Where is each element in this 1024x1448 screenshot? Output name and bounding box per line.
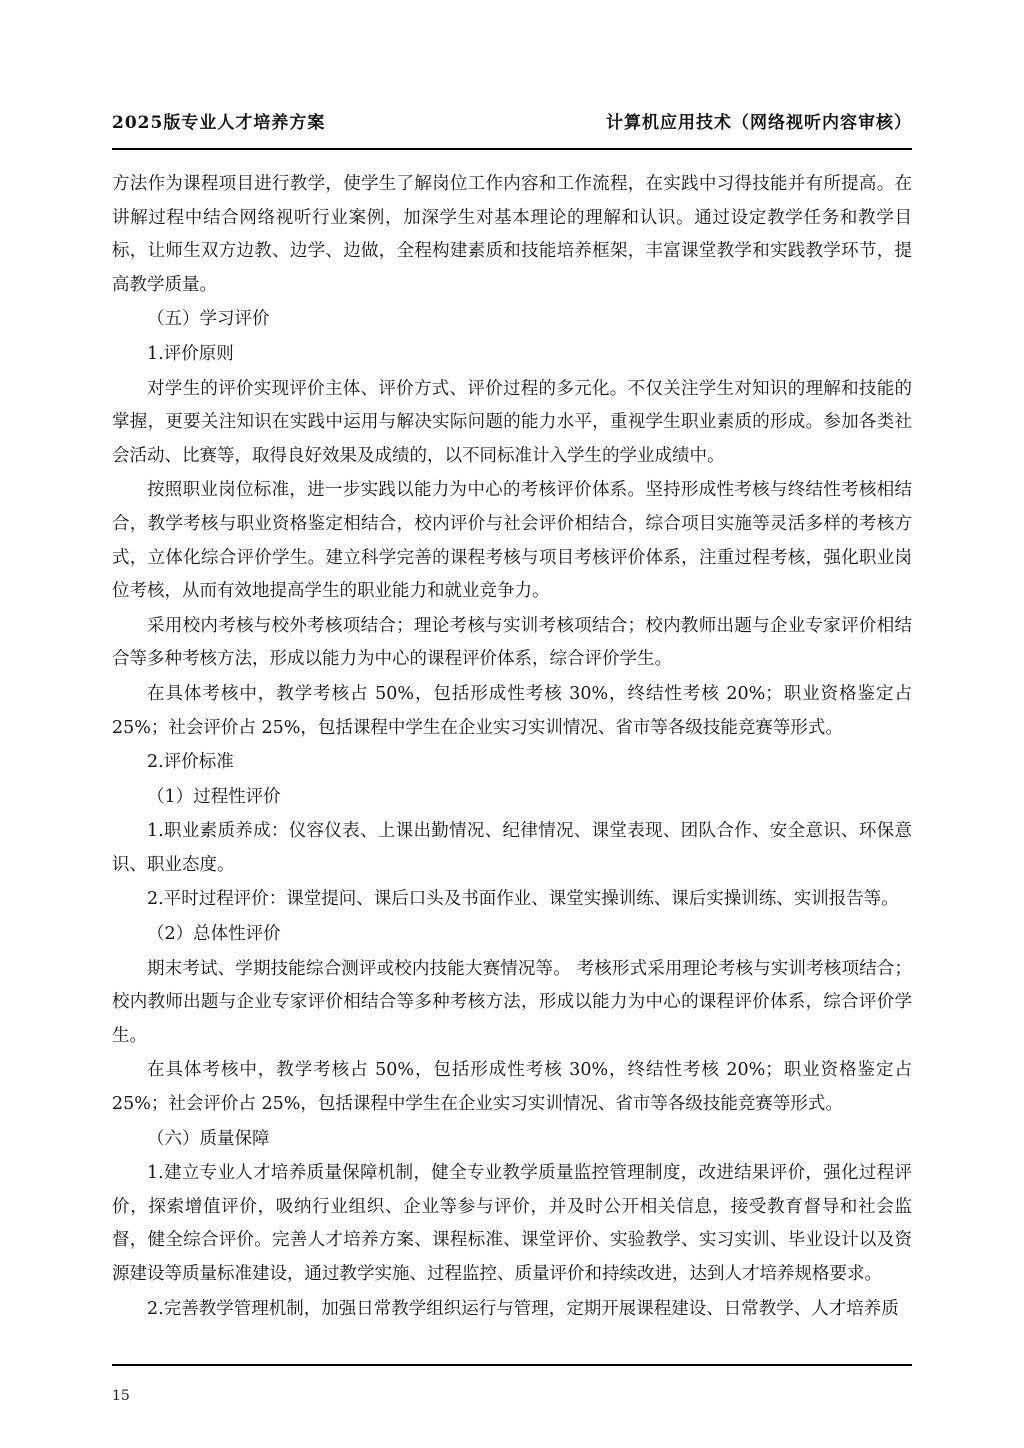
header-left-title: 2025版专业人才培养方案 — [112, 113, 326, 133]
header-right-title: 计算机应用技术（网络视听内容审核） — [606, 113, 912, 133]
list-item-overall-evaluation: （2）总体性评价 — [147, 924, 281, 945]
page-header — [112, 108, 912, 133]
body-paragraph: 对学生的评价实现评价主体、评价方式、评价过程的多元化。不仅关注学生对知识的理解和技能的掌握，更要关注知识在实践中运用与解决实际问题的能力水平，重视学生职业素质的形成。参加各类社会活动、比赛等，取得良好效果及成绩的，以不同标准计入学生的学业成绩中。 — [112, 378, 912, 466]
list-item-routine-evaluation: 2.平时过程评价：课堂提问、课后口头及书面作业、课堂实操训练、课后实操训练、实训报告等。 — [147, 889, 899, 910]
subsection-heading-evaluation-standards: 2.评价标准 — [147, 752, 234, 773]
subsection-heading-evaluation-principles: 1.评价原则 — [147, 343, 234, 364]
page-number: 15 — [112, 1388, 130, 1404]
section-heading-learning-evaluation: （五）学习评价 — [147, 309, 270, 330]
header-divider — [112, 148, 912, 150]
footer-divider — [112, 1364, 912, 1366]
body-paragraph: 采用校内考核与校外考核项结合；理论考核与实训考核项结合；校内教师出题与企业专家评价相结合等多种考核方法，形成以能力为中心的课程评价体系，综合评价学生。 — [112, 615, 912, 670]
body-paragraph: 方法作为课程项目进行教学，使学生了解岗位工作内容和工作流程，在实践中习得技能并有所提高。在讲解过程中结合网络视听行业案例，加深学生对基本理论的理解和认识。通过设定教学任务和教学目标，让师生双方边教、边学、边做，全程构建素质和技能培养框架，丰富课堂教学和实践教学环节，提高教学质量。 — [112, 174, 912, 295]
document-body — [112, 168, 912, 1327]
body-paragraph: 按照职业岗位标准，进一步实践以能力为中心的考核评价体系。坚持形成性考核与终结性考核相结合，教学考核与职业资格鉴定相结合，校内评价与社会评价相结合，综合项目实施等灵活多样的考核方式，立体化综合评价学生。建立科学完善的课程考核与项目考核评价体系，注重过程考核，强化职业岗位考核，从而有效地提高学生的职业能力和就业竞争力。 — [112, 480, 912, 602]
body-paragraph: 2.完善教学管理机制，加强日常教学组织运行与管理，定期开展课程建设、日常教学、人才培养质 — [147, 1298, 899, 1319]
body-paragraph: 在具体考核中，教学考核占 50%，包括形成性考核 30%，终结性考核 20%；职业资格鉴定占 25%；社会评价占 25%，包括课程中学生在企业实习实训情况、省市等各级技能竞赛等形式。 — [112, 1060, 912, 1115]
list-item-process-evaluation: （1）过程性评价 — [147, 786, 281, 807]
section-heading-quality-assurance: （六）质量保障 — [147, 1128, 270, 1149]
body-paragraph: 期末考试、学期技能综合测评或校内技能大赛情况等。 考核形式采用理论考核与实训考核项结合；校内教师出题与企业专家评价相结合等多种考核方法，形成以能力为中心的课程评价体系，综合评价学生。 — [112, 958, 912, 1046]
body-paragraph: 1.建立专业人才培养质量保障机制，健全专业教学质量监控管理制度，改进结果评价，强化过程评价，探索增值评价，吸纳行业组织、企业等参与评价，并及时公开相关信息，接受教育督导和社会监督，健全综合评价。完善人才培养方案、课程标准、课堂评价、实验教学、实习实训、毕业设计以及资源建设等质量标准建设，通过教学实施、过程监控、质量评价和持续改进，达到人才培养规格要求。 — [112, 1163, 912, 1284]
body-paragraph: 在具体考核中，教学考核占 50%，包括形成性考核 30%，终结性考核 20%；职业资格鉴定占 25%；社会评价占 25%，包括课程中学生在企业实习实训情况、省市等各级技能竞赛等形式。 — [112, 683, 912, 738]
list-item-professional-quality: 1.职业素质养成：仪容仪表、上课出勤情况、纪律情况、课堂表现、团队合作、安全意识、环保意识、职业态度。 — [112, 821, 912, 875]
